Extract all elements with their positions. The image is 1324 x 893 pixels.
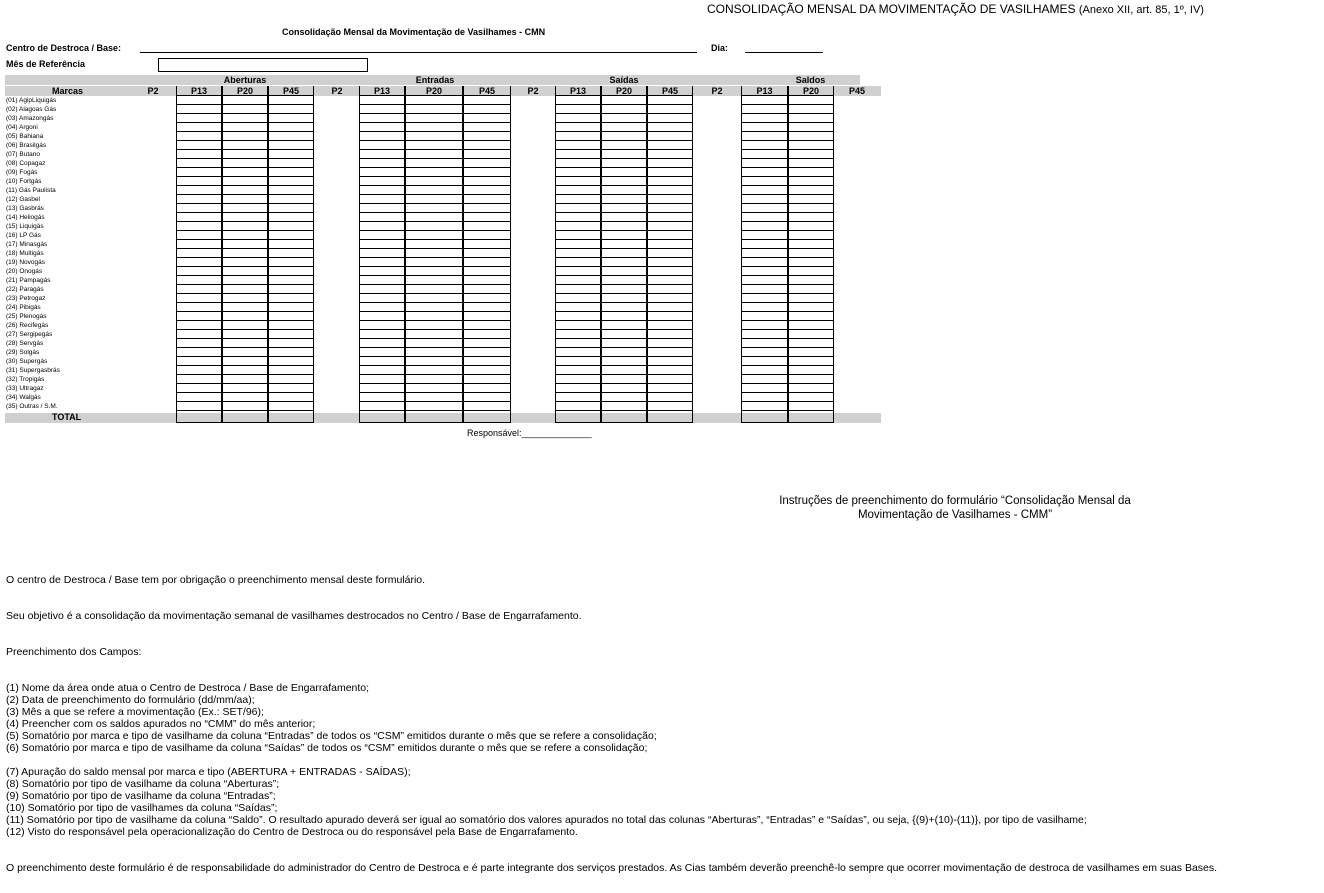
group-header-saldos: Saldos	[795, 75, 826, 85]
row-line	[359, 257, 511, 258]
row-line	[555, 356, 693, 357]
row-line	[555, 401, 693, 402]
column-header-p45: P45	[282, 86, 299, 96]
row-line	[359, 338, 511, 339]
brand-label: (08) Copagaz	[6, 160, 46, 167]
row-line	[359, 410, 511, 411]
row-line	[176, 374, 314, 375]
row-line	[741, 365, 834, 366]
brand-label: (01) AgipLiquigás	[6, 97, 57, 104]
row-line	[359, 167, 511, 168]
column-header-p20: P20	[236, 86, 253, 96]
instructions-title	[760, 494, 1150, 522]
row-line	[359, 221, 511, 222]
list-item: (8) Somatório por tipo de vasilhame da coluna “Aberturas”;	[6, 778, 280, 790]
list-item: (3) Mês a que se refere a movimentação (Ex.: SET/96);	[6, 706, 264, 718]
row-line	[741, 131, 834, 132]
row-line	[176, 329, 314, 330]
list-item: (10) Somatório por tipo de vasilhames da coluna “Saídas”;	[6, 802, 278, 814]
column-cell-p20[interactable]	[405, 86, 463, 423]
row-line	[359, 185, 511, 186]
row-line	[176, 410, 314, 411]
row-line	[555, 248, 693, 249]
row-line	[555, 347, 693, 348]
row-line	[741, 338, 834, 339]
column-header-p13: P13	[190, 86, 207, 96]
mes-label: Mês de Referência	[6, 59, 86, 69]
marcas-header: Marcas	[51, 86, 84, 96]
list-item: (2) Data de preenchimento do formulário (dd/mm/aa);	[6, 694, 255, 706]
row-line	[176, 230, 314, 231]
column-cell-p20[interactable]	[788, 86, 834, 423]
row-line	[359, 383, 511, 384]
row-line	[359, 374, 511, 375]
column-header-p2: P2	[711, 86, 723, 96]
mes-referencia-field[interactable]	[158, 58, 368, 72]
brand-label: (15) Liquigás	[6, 223, 44, 230]
brand-label: (23) Petrogaz	[6, 295, 46, 302]
column-header-p20: P20	[425, 86, 442, 96]
column-cell-p13[interactable]	[555, 86, 601, 423]
dia-label: Dia:	[711, 43, 729, 53]
row-line	[741, 293, 834, 294]
list-item: (4) Preencher com os saldos apurados no “CMM” do mês anterior;	[6, 718, 316, 730]
centro-label: Centro de Destroca / Base:	[6, 43, 122, 53]
row-line	[176, 113, 314, 114]
row-line	[741, 167, 834, 168]
row-line	[176, 356, 314, 357]
paragraph-campos: Preenchimento dos Campos:	[6, 646, 142, 658]
brand-label: (24) Pibigás	[6, 304, 41, 311]
row-line	[741, 194, 834, 195]
column-cell-p45[interactable]	[647, 86, 693, 423]
paragraph-objetivo: Seu objetivo é a consolidação da movimentação semanal de vasilhames destrocados no Centro / Base de Engarrafamento.	[6, 610, 582, 622]
row-line	[741, 257, 834, 258]
row-line	[359, 356, 511, 357]
row-line	[359, 248, 511, 249]
brand-label: (32) Tropigás	[6, 376, 45, 383]
row-line	[176, 203, 314, 204]
brand-label: (26) Recifegás	[6, 322, 49, 329]
row-line	[741, 374, 834, 375]
list-item: (1) Nome da área onde atua o Centro de Destroca / Base de Engarrafamento;	[6, 682, 370, 694]
row-line	[741, 392, 834, 393]
brand-label: (03) Amazongás	[6, 115, 54, 122]
brand-label: (21) Pampagás	[6, 277, 51, 284]
paragraph-obrigacao: O centro de Destroca / Base tem por obrigação o preenchimento mensal deste formulário.	[6, 574, 426, 586]
row-line	[359, 239, 511, 240]
row-line	[555, 122, 693, 123]
row-line	[741, 248, 834, 249]
row-line	[359, 104, 511, 105]
row-line	[176, 266, 314, 267]
row-line	[741, 239, 834, 240]
row-line	[359, 140, 511, 141]
column-cell-p20[interactable]	[222, 86, 268, 423]
row-line	[741, 422, 834, 423]
brand-label: (09) Fogás	[6, 169, 38, 176]
row-line	[359, 230, 511, 231]
group-header-aberturas: Aberturas	[223, 75, 267, 85]
row-line	[176, 338, 314, 339]
row-line	[555, 284, 693, 285]
brand-label: (13) Gasbrás	[6, 205, 44, 212]
brand-label: (02) Alagoas Gás	[6, 106, 57, 113]
row-line	[741, 230, 834, 231]
row-line	[176, 284, 314, 285]
list-item: (7) Apuração do saldo mensal por marca e tipo (ABERTURA + ENTRADAS - SAÍDAS);	[6, 766, 411, 778]
brand-label: (10) Fortgás	[6, 178, 42, 185]
row-line	[741, 275, 834, 276]
row-line	[741, 158, 834, 159]
row-line	[555, 383, 693, 384]
row-line	[555, 185, 693, 186]
row-line	[555, 266, 693, 267]
group-header-saídas: Saídas	[609, 75, 639, 85]
row-line	[359, 302, 511, 303]
column-header-p45: P45	[848, 86, 865, 96]
column-header-p13: P13	[569, 86, 586, 96]
row-line	[741, 356, 834, 357]
row-line	[555, 158, 693, 159]
row-line	[359, 149, 511, 150]
row-line	[176, 185, 314, 186]
row-line	[176, 158, 314, 159]
row-line	[555, 113, 693, 114]
column-cell-p45[interactable]	[463, 86, 511, 423]
row-line	[555, 95, 693, 96]
row-line	[176, 95, 314, 96]
brand-label: (18) Multigás	[6, 250, 44, 257]
row-line	[741, 284, 834, 285]
row-line	[555, 338, 693, 339]
header-title-ref: (Anexo XII, art. 85, 1º, IV)	[1078, 4, 1204, 16]
row-line	[555, 293, 693, 294]
row-line	[555, 392, 693, 393]
column-header-p13: P13	[373, 86, 390, 96]
column-cell-p45[interactable]	[268, 86, 314, 423]
list-item: (11) Somatório por tipo de vasilhame da coluna “Saldo”. O resultado apurado deverá ser igual ao somatório dos valores apurados no total das colunas “Aberturas”, “Entradas” e “Saídas”, ou seja, {(9)+(10)-(11)}, por tipo de vasilhame;	[6, 814, 1087, 826]
list-item: (5) Somatório por marca e tipo de vasilhame da coluna “Entradas” de todos os “CSM” emitidos durante o mês que se refere a consolidação;	[6, 730, 657, 742]
row-line	[741, 311, 834, 312]
brand-label: (06) Brasilgás	[6, 142, 47, 149]
row-line	[555, 257, 693, 258]
column-header-p13: P13	[756, 86, 773, 96]
row-line	[359, 422, 511, 423]
row-line	[176, 383, 314, 384]
row-line	[741, 140, 834, 141]
column-header-p2: P2	[331, 86, 343, 96]
form-title: Consolidação Mensal da Movimentação de Vasilhames - CMN	[282, 27, 546, 37]
brand-label: (16) LP Gás	[6, 232, 41, 239]
row-line	[555, 239, 693, 240]
row-line	[359, 95, 511, 96]
row-line	[176, 320, 314, 321]
brand-label: (07) Butano	[6, 151, 40, 158]
row-line	[176, 176, 314, 177]
row-line	[741, 383, 834, 384]
brand-label: (25) Plenogás	[6, 313, 47, 320]
row-line	[176, 275, 314, 276]
row-line	[359, 320, 511, 321]
row-line	[176, 239, 314, 240]
brand-label: (22) Paragás	[6, 286, 44, 293]
row-line	[176, 365, 314, 366]
row-line	[359, 392, 511, 393]
row-line	[176, 194, 314, 195]
instructions-list-1	[6, 682, 657, 754]
row-line	[555, 104, 693, 105]
row-line	[359, 347, 511, 348]
brand-label: (20) Onogás	[6, 268, 43, 275]
row-line	[359, 401, 511, 402]
row-line	[176, 347, 314, 348]
row-line	[741, 320, 834, 321]
row-line	[176, 293, 314, 294]
centro-field[interactable]	[140, 52, 697, 53]
row-line	[741, 113, 834, 114]
row-line	[359, 284, 511, 285]
instructions-list-2	[6, 766, 1087, 838]
row-line	[741, 302, 834, 303]
column-header-p2: P2	[147, 86, 159, 96]
row-line	[176, 221, 314, 222]
row-line	[741, 221, 834, 222]
row-line	[555, 320, 693, 321]
document-header	[707, 2, 1204, 16]
list-item: (12) Visto do responsável pela operacionalização do Centro de Destroca ou do responsável pela Base de Engarrafamento.	[6, 826, 578, 838]
row-line	[555, 167, 693, 168]
row-line	[741, 149, 834, 150]
brand-label: (12) Gasbel	[6, 196, 40, 203]
column-header-p45: P45	[661, 86, 678, 96]
row-line	[359, 329, 511, 330]
row-line	[359, 113, 511, 114]
brand-label: (28) Servgás	[6, 340, 44, 347]
group-header-entradas: Entradas	[415, 75, 455, 85]
row-line	[555, 275, 693, 276]
row-line	[176, 248, 314, 249]
row-line	[176, 149, 314, 150]
row-line	[359, 194, 511, 195]
brand-label: (14) Heliogás	[6, 214, 45, 221]
row-line	[176, 422, 314, 423]
row-line	[555, 149, 693, 150]
row-line	[359, 293, 511, 294]
row-line	[176, 131, 314, 132]
brand-label: (05) Bahiana	[6, 133, 44, 140]
row-line	[555, 410, 693, 411]
brand-label: (27) Sergipegás	[6, 331, 53, 338]
row-line	[555, 221, 693, 222]
row-line	[555, 302, 693, 303]
row-line	[176, 167, 314, 168]
row-line	[359, 365, 511, 366]
row-line	[741, 347, 834, 348]
row-line	[555, 203, 693, 204]
brand-label: (17) Minasgás	[6, 241, 48, 248]
row-line	[359, 131, 511, 132]
row-line	[176, 140, 314, 141]
row-line	[176, 311, 314, 312]
row-line	[741, 401, 834, 402]
row-line	[176, 212, 314, 213]
row-line	[359, 266, 511, 267]
brand-label: (31) Supergasbrás	[6, 367, 60, 374]
row-line	[555, 194, 693, 195]
row-line	[555, 374, 693, 375]
row-line	[741, 203, 834, 204]
list-item: (9) Somatório por tipo de vasilhame da coluna “Entradas”;	[6, 790, 276, 802]
brand-label: (30) Supergás	[6, 358, 48, 365]
row-line	[176, 257, 314, 258]
row-line	[741, 185, 834, 186]
row-line	[555, 422, 693, 423]
row-line	[176, 302, 314, 303]
row-line	[176, 401, 314, 402]
column-header-p20: P20	[615, 86, 632, 96]
row-line	[359, 122, 511, 123]
dia-field[interactable]	[745, 52, 823, 53]
column-header-p20: P20	[802, 86, 819, 96]
total-label: TOTAL	[52, 412, 82, 422]
brand-label: (11) Gás Paulista	[6, 187, 56, 194]
brand-label: (33) Ultragaz	[6, 385, 44, 392]
column-cell-p13[interactable]	[741, 86, 788, 423]
column-cell-p20[interactable]	[601, 86, 647, 423]
row-line	[359, 176, 511, 177]
column-header-p2: P2	[527, 86, 539, 96]
row-line	[176, 104, 314, 105]
row-line	[555, 131, 693, 132]
row-line	[741, 410, 834, 411]
row-line	[176, 122, 314, 123]
paragraph-responsabilidade: O preenchimento deste formulário é de responsabilidade do administrador do Centro de Destroca e é parte integrante dos serviços prestados. As Cias também deverão preenchê-lo sempre que ocorrer movimentação de destroca de vasilhames em suas Bases.	[6, 862, 1218, 874]
row-line	[359, 158, 511, 159]
row-line	[741, 329, 834, 330]
list-item: (6) Somatório por marca e tipo de vasilhame da coluna “Saídas” de todos os “CSM” emitidos durante o mês que se refere a consolidação;	[6, 742, 648, 754]
instructions-title-line1: Instruções de preenchimento do formulário “Consolidação Mensal da	[779, 495, 1131, 507]
brand-label: (04) Argoni	[6, 124, 38, 131]
row-line	[555, 311, 693, 312]
header-title-main: CONSOLIDAÇÃO MENSAL DA MOVIMENTAÇÃO DE VASILHAMES	[707, 2, 1076, 16]
row-line	[741, 95, 834, 96]
brand-label: (19) Novogás	[6, 259, 46, 266]
row-line	[555, 230, 693, 231]
row-line	[555, 365, 693, 366]
row-line	[359, 212, 511, 213]
row-line	[359, 275, 511, 276]
column-cell-p13[interactable]	[176, 86, 222, 423]
brand-label: (35) Outras / S.M.	[6, 403, 58, 410]
row-line	[555, 176, 693, 177]
brand-label: (29) Solgás	[6, 349, 40, 356]
row-line	[555, 329, 693, 330]
column-cell-p13[interactable]	[359, 86, 405, 423]
brand-label: (34) Walgás	[6, 394, 41, 401]
column-header-p45: P45	[478, 86, 495, 96]
row-line	[359, 311, 511, 312]
row-line	[741, 176, 834, 177]
row-line	[176, 392, 314, 393]
row-line	[741, 104, 834, 105]
responsavel-line: Responsável:______________	[467, 428, 592, 438]
row-line	[741, 212, 834, 213]
row-line	[741, 122, 834, 123]
row-line	[359, 203, 511, 204]
instructions-title-line2: Movimentação de Vasilhames - CMM”	[857, 509, 1053, 521]
row-line	[555, 212, 693, 213]
row-line	[741, 266, 834, 267]
row-line	[555, 140, 693, 141]
